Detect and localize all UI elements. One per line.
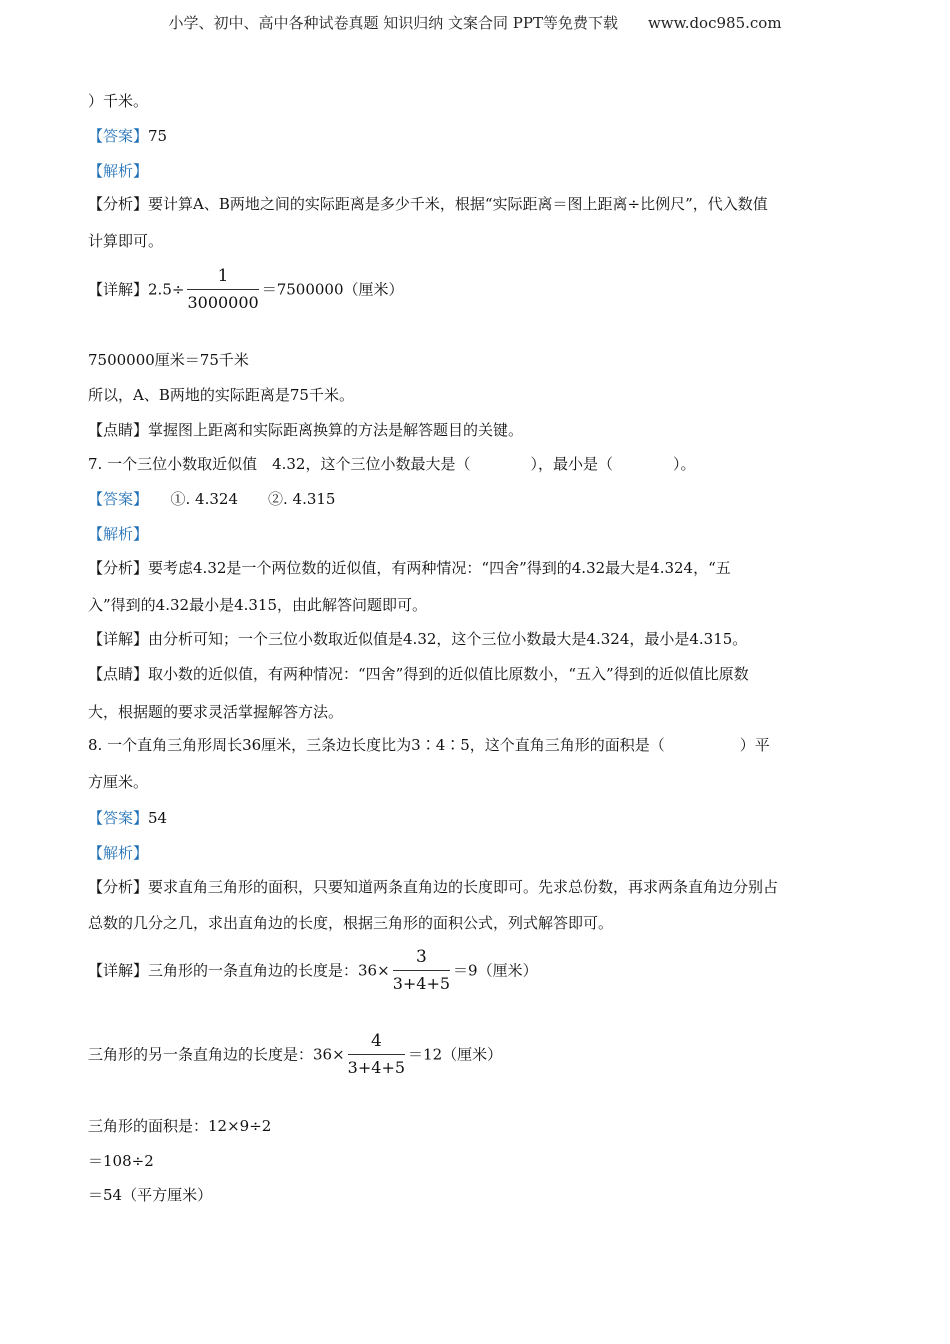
q7-fenxi-1 xyxy=(88,558,731,578)
answer-tag: 【答案】 xyxy=(88,490,141,508)
detail-post: ＝9（厘米） xyxy=(453,961,538,980)
detail-post: ＝12（厘米） xyxy=(408,1045,503,1064)
fraction-denominator: 3+4+5 xyxy=(347,1058,406,1077)
q8-analysis-tag: 【解析】 xyxy=(88,844,149,862)
fraction-denominator: 3000000 xyxy=(187,293,259,312)
q7-answer xyxy=(88,489,335,509)
q8-area-2: ＝108÷2 xyxy=(88,1152,154,1170)
q8-fenxi-1 xyxy=(88,877,778,897)
fraction-numerator: 4 xyxy=(348,1030,405,1055)
q8-question-2: 方厘米。 xyxy=(88,773,149,791)
dianjing-text: 掌握图上距离和实际距离换算的方法是解答题目的关键。 xyxy=(148,421,524,439)
detail-pre: 三角形的另一条直角边的长度是：36× xyxy=(88,1045,345,1064)
detail-pre: 2.5÷ xyxy=(148,280,185,299)
dianjing-text: 取小数的近似值，有两种情况：“四舍”得到的近似值比原数小，“五入”得到的近似值比原数 xyxy=(148,665,749,683)
answer-value: ①. 4.324 ②. 4.315 xyxy=(140,490,336,508)
q8-fenxi-2: 总数的几分之几，求出直角边的长度，根据三角形的面积公式，列式解答即可。 xyxy=(88,914,614,932)
answer-tag: 【答案】 xyxy=(88,127,149,145)
fenxi-tag: 【分析】 xyxy=(88,195,149,213)
detail-text: 由分析可知；一个三位小数取近似值是4.32，这个三位小数最大是4.324，最小是4.315。 xyxy=(148,630,748,648)
q8-area-1: 三角形的面积是：12×9÷2 xyxy=(88,1117,272,1135)
fraction xyxy=(187,265,258,314)
q7-question: 7. 一个三位小数取近似值 4.32，这个三位小数最大是（ ），最小是（ ）。 xyxy=(88,455,696,473)
fraction-numerator: 3 xyxy=(393,946,450,971)
detail-pre: 三角形的一条直角边的长度是：36× xyxy=(148,961,390,980)
q7-fenxi-2: 入”得到的4.32最小是4.315，由此解答问题即可。 xyxy=(88,596,428,614)
q6-detail xyxy=(88,265,404,314)
q8-detail-2 xyxy=(88,1030,502,1079)
fraction xyxy=(348,1030,405,1079)
q6-fenxi-2: 计算即可。 xyxy=(88,232,164,250)
fraction xyxy=(393,946,450,995)
fraction-denominator: 3+4+5 xyxy=(392,974,451,993)
fenxi-text: 要考虑4.32是一个两位数的近似值，有两种情况：“四舍”得到的4.32最大是4.324，“五 xyxy=(148,559,731,577)
q6-fenxi-1 xyxy=(88,194,768,214)
q7-dianjing-2: 大，根据题的要求灵活掌握解答方法。 xyxy=(88,703,344,721)
detail-tag: 【详解】 xyxy=(88,630,149,648)
q8-question-1: 8. 一个直角三角形周长36厘米，三条边长度比为3∶4∶5，这个直角三角形的面积是（ ）平 xyxy=(88,736,770,754)
page-header: 小学、初中、高中各种试卷真题 知识归纳 文案合同 PPT等免费下载 www.doc985.com xyxy=(168,14,782,32)
q7-detail xyxy=(88,629,747,649)
fraction-numerator: 1 xyxy=(187,265,258,290)
q7-dianjing-1 xyxy=(88,664,749,684)
q6-answer xyxy=(88,126,167,146)
dianjing-tag: 【点睛】 xyxy=(88,421,149,439)
q6-conversion: 7500000厘米＝75千米 xyxy=(88,351,249,369)
q8-detail-1 xyxy=(88,946,538,995)
q6-conclusion: 所以，A、B两地的实际距离是75千米。 xyxy=(88,386,354,404)
q6-analysis-tag: 【解析】 xyxy=(88,162,149,180)
answer-tag: 【答案】 xyxy=(88,809,149,827)
fenxi-text: 要求直角三角形的面积，只要知道两条直角边的长度即可。先求总份数，再求两条直角边分别占 xyxy=(148,878,779,896)
fenxi-text: 要计算A、B两地之间的实际距离是多少千米，根据“实际距离＝图上距离÷比例尺”，代入数值 xyxy=(148,195,768,213)
fenxi-tag: 【分析】 xyxy=(88,559,149,577)
q7-analysis-tag: 【解析】 xyxy=(88,525,149,543)
answer-value: 75 xyxy=(148,127,168,145)
fenxi-tag: 【分析】 xyxy=(88,878,149,896)
q6-dianjing xyxy=(88,420,523,440)
dianjing-tag: 【点睛】 xyxy=(88,665,149,683)
detail-tag: 【详解】 xyxy=(88,280,149,299)
detail-tag: 【详解】 xyxy=(88,961,149,980)
detail-post: ＝7500000（厘米） xyxy=(261,280,404,299)
answer-value: 54 xyxy=(148,809,168,827)
q8-area-3: ＝54（平方厘米） xyxy=(88,1186,213,1204)
q8-answer xyxy=(88,808,167,828)
q6-tail: ）千米。 xyxy=(88,92,149,110)
